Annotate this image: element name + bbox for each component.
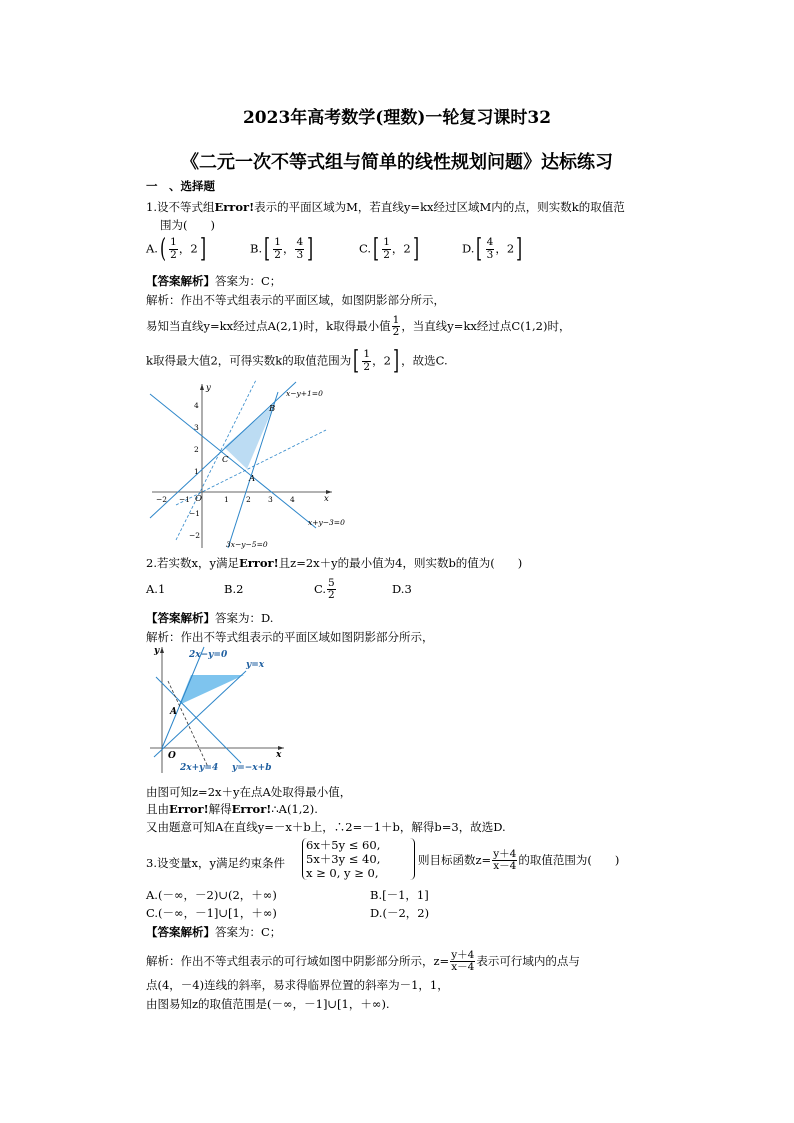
q3-answer: 【答案解析】答案为：C；	[146, 925, 282, 939]
q2-option-a: A.1	[146, 582, 166, 596]
q1-option-c: C.[ $\frac{1}{2}$ ，2]	[359, 234, 419, 264]
q2-explain-2: 由图可知z=2x＋y在点A处取得最小值，	[146, 785, 352, 799]
fig1-y-tick-label: 1	[194, 467, 199, 476]
q3-explain-3: 由图易知z的取值范围是(－∞，－1]∪[1，＋∞).	[146, 997, 390, 1011]
q3-option-b: B.[－1，1]	[370, 888, 429, 902]
q3-option-a: A.(－∞，－2)∪(2，＋∞)	[146, 888, 277, 902]
section-heading: 一 、选择题	[146, 179, 215, 193]
q3-option-c: C.(－∞，－1]∪[1，＋∞)	[146, 906, 277, 920]
fig1-y-label: y	[206, 383, 211, 393]
fig1-label-l3: 3x−y−5=0	[226, 540, 268, 549]
fig2-shaded-region	[179, 675, 244, 705]
q1-option-b: B.[ $\frac{1}{2}$ ， $\frac{4}{3}$ ]	[250, 234, 314, 264]
fig1-point-b: B	[269, 404, 276, 414]
q1-option-d: D.[ $\frac{4}{3}$ ，2]	[462, 234, 523, 264]
q3-system-bracket	[408, 838, 415, 880]
q3-explain-2: 点(4，－4)连线的斜率，易求得临界位置的斜率为－1，1，	[146, 978, 449, 992]
fig2-label-l4: y=−x+b	[232, 763, 272, 773]
fig1-point-c: C	[222, 455, 229, 465]
fig1-x-tick-label: 4	[290, 495, 295, 504]
fig2-line-2x-y	[162, 647, 204, 748]
q2-option-b: B.2	[224, 582, 244, 596]
fig1-line-x-y-3	[150, 394, 316, 528]
fig1-y-tick-label: 2	[194, 445, 199, 454]
q2-explain-3: 且由Error!解得Error!∴A(1,2).	[146, 802, 318, 816]
q2-option-c: C. $\frac{5}{2}$	[314, 577, 335, 602]
q1-stem: 1.设不等式组Error!表示的平面区域为M，若直线y=kx经过区域M内的点，则实数k的取值范	[146, 200, 625, 214]
q3-explain-1: 解析：作出不等式组表示的可行域如图中阴影部分所示，z= $\frac{y+4}{x-4}$ 表示可行域内的点与	[146, 949, 580, 974]
q2-option-d: D.3	[392, 582, 412, 596]
q3-stem-b: 则目标函数z= $\frac{y+4}{x-4}$ 的取值范围为( )	[418, 848, 620, 873]
fig1-y-tick-label: −2	[189, 531, 201, 540]
doc-title-line1: 2023年高考数学(理数)一轮复习课时32	[242, 108, 552, 128]
q2-answer: 【答案解析】答案为：D.	[146, 611, 274, 625]
fig1-x-tick-label: −2	[156, 495, 168, 504]
q2-explain-1: 解析：作出不等式组表示的平面区域如图阴影部分所示，	[146, 630, 434, 644]
fig2-y-label: y	[154, 646, 160, 656]
fig2-origin: O	[168, 751, 176, 761]
fig2-label-l3: 2x+y=4	[180, 763, 219, 773]
fig1-point-a: A	[249, 474, 256, 484]
fig2-x-label: x	[276, 750, 282, 760]
q3-constraint-3: x ≥ 0, y ≥ 0,	[306, 866, 379, 880]
fig1-y-tick-label: 4	[194, 401, 199, 410]
q1-option-a: A.( $\frac{1}{2}$ ，2]	[146, 234, 206, 264]
fig2-label-l2: y=x	[246, 660, 265, 670]
fig2-label-l1: 2x−y=0	[189, 650, 228, 660]
fig1-x-tick-label: 2	[246, 495, 251, 504]
doc-title-line2: 《二元一次不等式组与简单的线性规划问题》达标练习	[181, 152, 613, 173]
q1-answer: 【答案解析】答案为：C；	[146, 274, 282, 288]
q3-constraint-2: 5x＋3y ≤ 40,	[306, 852, 381, 866]
fig1-origin: O	[195, 494, 202, 504]
fig2-point-a: A	[170, 707, 177, 717]
fig1-x-label: x	[324, 494, 329, 504]
q1-explain-1: 解析：作出不等式组表示的平面区域，如图阴影部分所示，	[146, 293, 445, 307]
q1-explain-2: 易知当直线y=kx经过点A(2,1)时，k取得最小值 $\frac{1}{2}$ ，当直线y=kx经过点C(1,2)时，	[146, 314, 571, 339]
fig1-x-tick-label: 3	[268, 495, 273, 504]
fig1-y-tick-label: 3	[194, 423, 199, 432]
figure-2-region-graph	[146, 645, 286, 780]
q3-stem-a: 3.设变量x，y满足约束条件	[146, 856, 285, 870]
fig1-y-tick-label: −1	[189, 509, 201, 518]
q1-stem-cont: 围为( )	[160, 218, 215, 232]
fig1-label-l1: x−y+1=0	[286, 389, 323, 398]
q3-constraint-system	[302, 838, 380, 880]
fig1-x-tick-label: −1	[179, 495, 191, 504]
q2-stem: 2.若实数x，y满足Error!且z=2x＋y的最小值为4，则实数b的值为( )	[146, 556, 523, 570]
figure-1-region-graph	[146, 380, 345, 550]
fig1-x-tick-label: 1	[224, 495, 229, 504]
q3-constraint-1: 6x＋5y ≤ 60,	[306, 838, 381, 852]
fig1-label-l2: x+y−3=0	[308, 518, 345, 527]
fig1-line-x-y-1	[150, 382, 296, 518]
fig1-line-3x-y-5	[228, 392, 278, 548]
q3-option-d: D.(－2，2)	[370, 906, 430, 920]
q1-explain-3: k取得最大值2，可得实数k的取值范围为[ $\frac{1}{2}$ ，2] ，故选C.	[146, 346, 448, 376]
q2-explain-4: 又由题意可知A在直线y=－x＋b上，∴2=－1＋b，解得b=3，故选D.	[146, 820, 506, 834]
